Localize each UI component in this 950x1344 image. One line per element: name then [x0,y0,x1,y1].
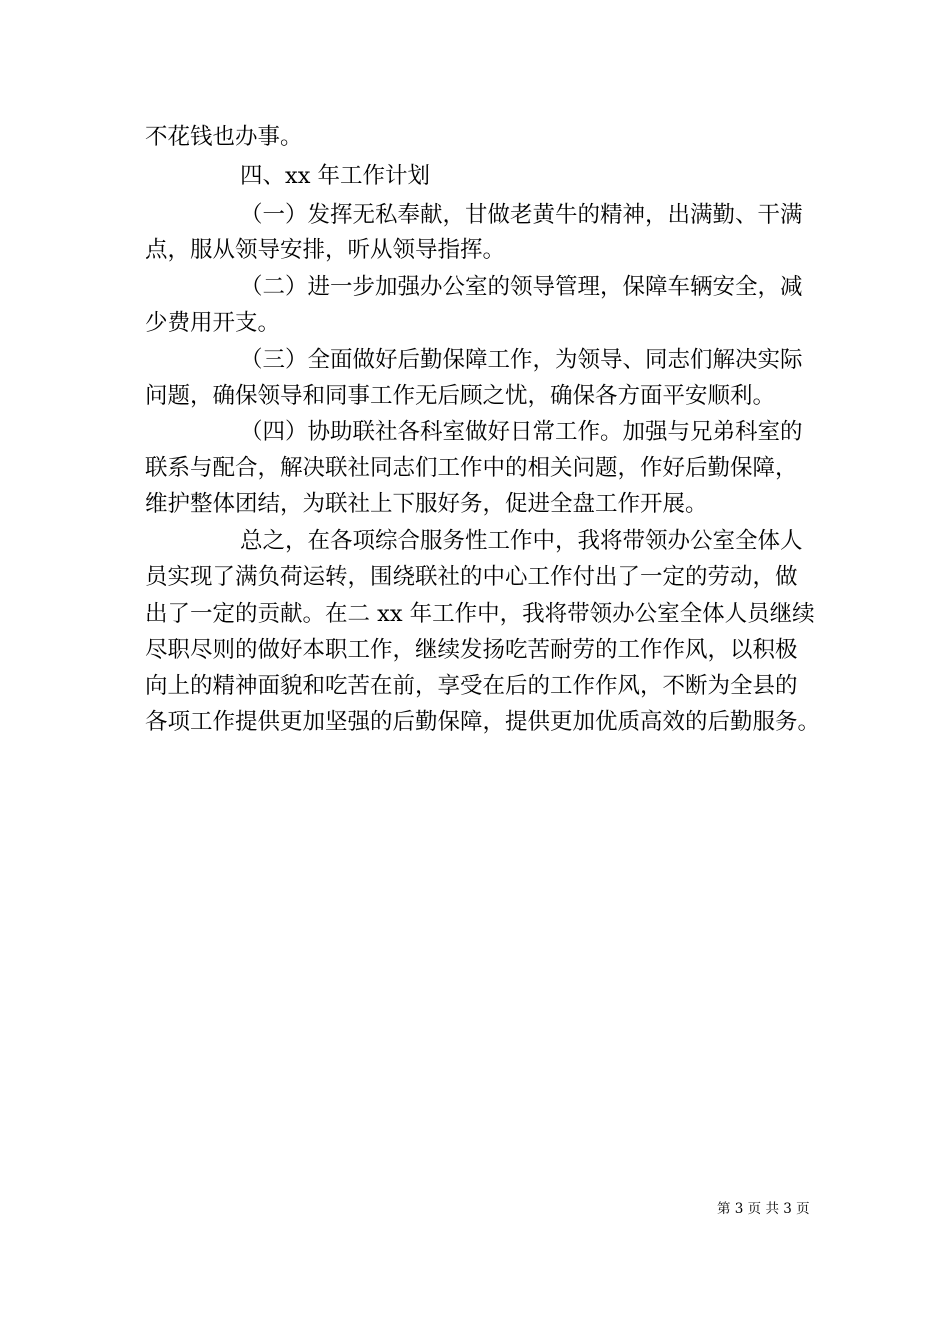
summary-line-6: 各项工作提供更加坚强的后勤保障，提供更加优质高效的后勤服务。 [145,709,821,735]
plan-item-2-line-2: 少费用开支。 [145,310,281,336]
plan-item-2-line-1: （二）进一步加强办公室的领导管理，保障车辆安全，减 [240,274,803,300]
plan-item-4-line-3: 维护整体团结，为联社上下服好务，促进全盘工作开展。 [145,491,708,517]
summary-line-2: 员实现了满负荷运转，围绕联社的中心工作付出了一定的劳动，做 [145,564,798,590]
plan-item-1-line-2: 点，服从领导安排，听从领导指挥。 [145,237,506,263]
summary-line-4: 尽职尽则的做好本职工作，继续发扬吃苦耐劳的工作作风，以积极 [145,637,798,663]
summary-line-1: 总之，在各项综合服务性工作中，我将带领办公室全体人 [240,528,803,554]
plan-item-3-line-2: 问题，确保领导和同事工作无后顾之忧，确保各方面平安顺利。 [145,383,776,409]
section-heading: 四、xx 年工作计划 [240,163,431,189]
summary-line-3: 出了一定的贡献。在二 xx 年工作中，我将带领办公室全体人员继续 [145,601,815,627]
plan-item-3-line-1: （三）全面做好后勤保障工作，为领导、同志们解决实际 [240,347,803,373]
plan-item-1-line-1: （一）发挥无私奉献，甘做老黄牛的精神，出满勤、干满 [240,202,803,228]
paragraph-continuation-line-1: 不花钱也办事。 [145,124,303,150]
page-number: 第 3 页 共 3 页 [717,1201,810,1217]
summary-line-5: 向上的精神面貌和吃苦在前，享受在后的工作作风，不断为全县的 [145,673,798,699]
plan-item-4-line-2: 联系与配合，解决联社同志们工作中的相关问题，作好后勤保障， [145,455,798,481]
plan-item-4-line-1: （四）协助联社各科室做好日常工作。加强与兄弟科室的 [240,419,803,445]
